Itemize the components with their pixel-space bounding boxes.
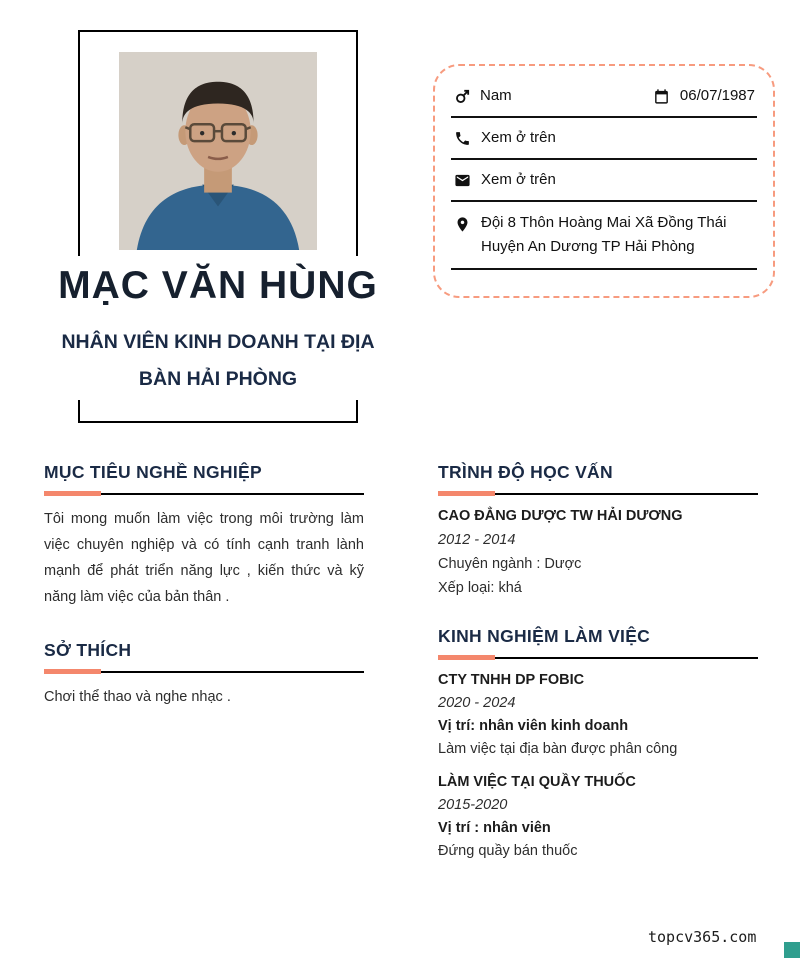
photo-frame — [78, 30, 358, 256]
contact-row-gender-dob — [451, 76, 757, 118]
right-column — [438, 462, 758, 859]
dob-item — [653, 85, 755, 107]
job-company: CTY TNHH DP FOBIC — [438, 672, 585, 688]
heading-rule — [438, 657, 758, 659]
job-years: 2015-2020 — [438, 797, 508, 813]
hobbies-body: Chơi thể thao và nghe nhạc . — [44, 689, 231, 705]
contact-row-email — [451, 160, 757, 202]
left-column — [44, 462, 364, 710]
heading-rule — [44, 671, 364, 673]
heading-rule — [438, 493, 758, 495]
job-description: Đứng quầy bán thuốc — [438, 843, 578, 859]
job-years: 2020 - 2024 — [438, 695, 516, 711]
candidate-title — [28, 324, 408, 398]
objective-heading: MỤC TIÊU NGHỀ NGHIỆP — [44, 462, 262, 482]
section-experience — [438, 626, 758, 859]
job-position: Vị trí : nhân viên — [438, 820, 551, 836]
decorative-bottom-bracket — [78, 400, 358, 423]
watermark-text: topcv365.com — [648, 928, 757, 946]
phone-icon — [453, 129, 471, 147]
candidate-name: MẠC VĂN HÙNG — [58, 264, 378, 307]
hobbies-heading: SỞ THÍCH — [44, 640, 132, 660]
heading-rule — [44, 493, 364, 495]
corner-square-decoration — [784, 942, 800, 958]
address-line-1: Đội 8 Thôn Hoàng Mai Xã Đồng Thái — [481, 214, 727, 231]
education-school: CAO ĐẲNG DƯỢC TW HẢI DƯƠNG — [438, 508, 683, 524]
phone-value: Xem ở trên — [481, 129, 556, 146]
candidate-title-line-1: NHÂN VIÊN KINH DOANH TẠI ĐỊA — [61, 331, 375, 353]
address-line-2: Huyện An Dương TP Hải Phòng — [481, 238, 695, 255]
gender-value: Nam — [480, 87, 512, 104]
job-entry — [438, 672, 758, 757]
contact-row-address — [451, 202, 757, 270]
job-description: Làm việc tại địa bàn được phân công — [438, 741, 678, 757]
profile-photo — [119, 52, 317, 250]
education-years: 2012 - 2014 — [438, 532, 516, 548]
education-grade: Xếp loại: khá — [438, 580, 522, 596]
contact-row-phone — [451, 118, 757, 160]
contact-card — [433, 64, 775, 298]
mars-icon — [453, 87, 471, 105]
dob-value: 06/07/1987 — [679, 87, 755, 104]
email-value: Xem ở trên — [481, 171, 556, 188]
education-heading: TRÌNH ĐỘ HỌC VẤN — [438, 462, 613, 482]
section-objective — [44, 462, 364, 610]
experience-heading: KINH NGHIỆM LÀM VIỆC — [438, 626, 651, 646]
section-education — [438, 462, 758, 596]
gender-item — [453, 85, 512, 107]
mail-icon — [453, 171, 471, 189]
section-hobbies — [44, 640, 364, 710]
job-entry — [438, 774, 758, 859]
education-major: Chuyên ngành : Dược — [438, 556, 582, 572]
job-company: LÀM VIỆC TẠI QUẦY THUỐC — [438, 774, 636, 790]
job-position: Vị trí: nhân viên kinh doanh — [438, 718, 629, 734]
calendar-icon — [653, 87, 671, 105]
candidate-title-line-2: BÀN HẢI PHÒNG — [138, 368, 298, 390]
location-pin-icon — [453, 215, 471, 233]
address-value — [481, 211, 726, 259]
objective-body: Tôi mong muốn làm việc trong môi trường làm việc chuyên nghiệp và có tính cạnh tranh lành mạnh để phát triển năng lực , kiến thức và kỹ năng làm việc của bản thân . — [44, 511, 364, 605]
